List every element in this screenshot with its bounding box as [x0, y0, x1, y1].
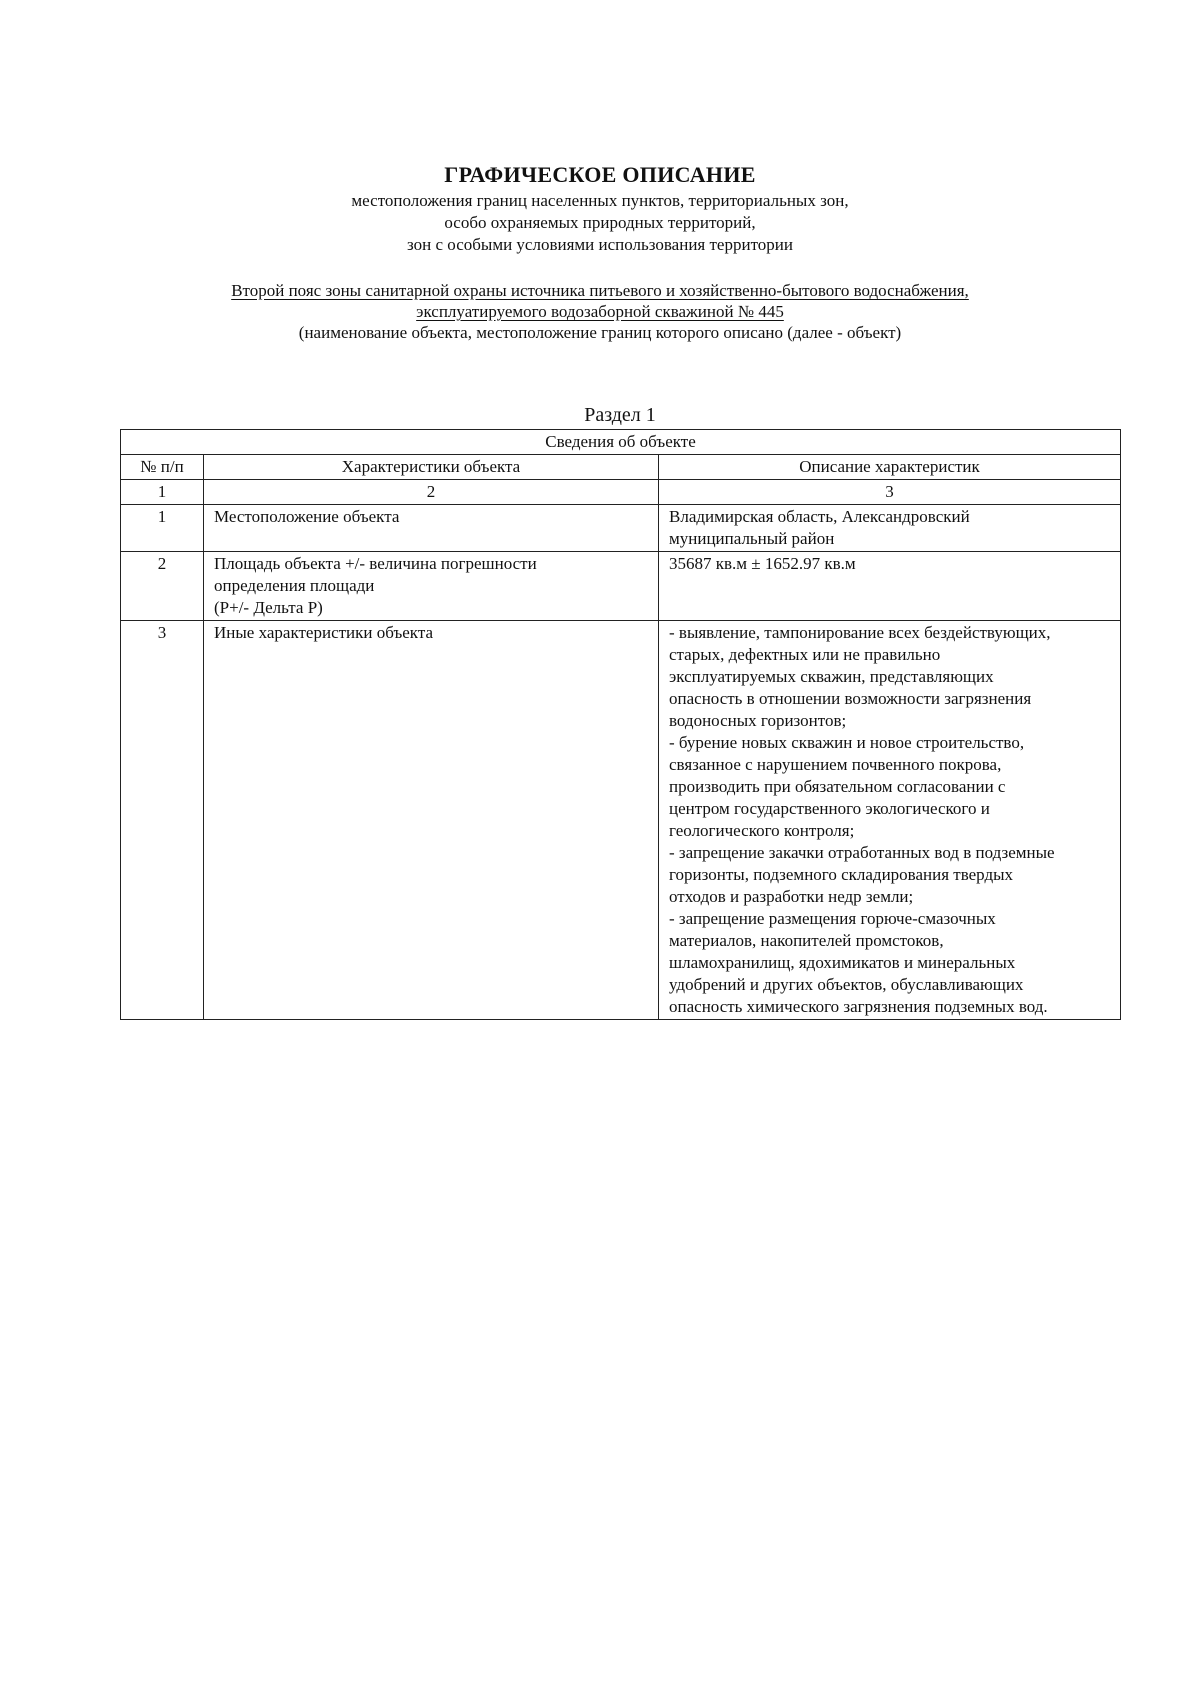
subtitle-line: местоположения границ населенных пунктов, территориальных зон,: [351, 191, 849, 210]
row-characteristic: [204, 552, 659, 621]
object-info-table: [120, 429, 1121, 1020]
description-line: муниципальный район: [669, 529, 835, 548]
row-number: 3: [121, 621, 204, 1020]
description-line: эксплуатируемых скважин, представляющих: [669, 667, 994, 686]
description-line: - выявление, тампонирование всех бездействующих,: [669, 623, 1051, 642]
table-row: [121, 505, 1121, 552]
description-line: геологического контроля;: [669, 821, 855, 840]
section-title: Раздел 1: [584, 404, 656, 426]
object-caption: (наименование объекта, местоположение границ которого описано (далее - объект): [298, 323, 902, 342]
characteristic-line: Иные характеристики объекта: [214, 623, 434, 642]
table-caption-row: [121, 430, 1121, 455]
description-line: - бурение новых скважин и новое строительство,: [669, 733, 1025, 752]
document-title: ГРАФИЧЕСКОЕ ОПИСАНИЕ: [444, 162, 756, 187]
table-header-row: [121, 455, 1121, 480]
column-number: 2: [204, 480, 659, 505]
description-line: связанное с нарушением почвенного покрова,: [669, 755, 1002, 774]
column-number: 1: [121, 480, 204, 505]
characteristic-line: Местоположение объекта: [214, 507, 400, 526]
row-number: 1: [121, 505, 204, 552]
column-number: 3: [659, 480, 1121, 505]
characteristic-line: (Р+/- Дельта Р): [214, 598, 323, 617]
description-line: 35687 кв.м ± 1652.97 кв.м: [669, 554, 856, 573]
object-name-line: эксплуатируемого водозаборной скважиной № 445: [416, 302, 784, 321]
column-header-characteristic: Характеристики объекта: [204, 455, 659, 480]
description-line: опасность химического загрязнения подземных вод.: [669, 997, 1048, 1016]
description-line: отходов и разработки недр земли;: [669, 887, 914, 906]
description-line: Владимирская область, Александровский: [669, 507, 970, 526]
table-row: [121, 552, 1121, 621]
object-block: [0, 280, 1200, 344]
column-header-number: № п/п: [121, 455, 204, 480]
characteristic-line: определения площади: [214, 576, 375, 595]
table-caption: Сведения об объекте: [121, 430, 1121, 455]
description-line: - запрещение размещения горюче-смазочных: [669, 909, 996, 928]
description-line: водоносных горизонтов;: [669, 711, 847, 730]
column-header-description: Описание характеристик: [659, 455, 1121, 480]
column-number-row: [121, 480, 1121, 505]
description-line: производить при обязательном согласовании с: [669, 777, 1006, 796]
subtitle-line: зон с особыми условиями использования территории: [407, 235, 793, 254]
description-line: удобрений и других объектов, обуславливающих: [669, 975, 1024, 994]
description-line: горизонты, подземного складирования твердых: [669, 865, 1014, 884]
subtitle-line: особо охраняемых природных территорий,: [444, 213, 756, 232]
characteristic-line: Площадь объекта +/- величина погрешности: [214, 554, 537, 573]
row-number: 2: [121, 552, 204, 621]
row-characteristic: [204, 505, 659, 552]
table-row: [121, 621, 1121, 1020]
row-description: [659, 505, 1121, 552]
description-line: центром государственного экологического и: [669, 799, 990, 818]
row-characteristic: [204, 621, 659, 1020]
description-line: - запрещение закачки отработанных вод в подземные: [669, 843, 1055, 862]
object-name-line: Второй пояс зоны санитарной охраны источника питьевого и хозяйственно-бытового водоснабжения,: [231, 281, 969, 300]
description-line: шламохранилищ, ядохимикатов и минеральных: [669, 953, 1016, 972]
row-description: [659, 552, 1121, 621]
description-line: старых, дефектных или не правильно: [669, 645, 941, 664]
row-description: [659, 621, 1121, 1020]
description-line: опасность в отношении возможности загрязнения: [669, 689, 1032, 708]
document-header: [0, 160, 1200, 256]
description-line: материалов, накопителей промстоков,: [669, 931, 944, 950]
